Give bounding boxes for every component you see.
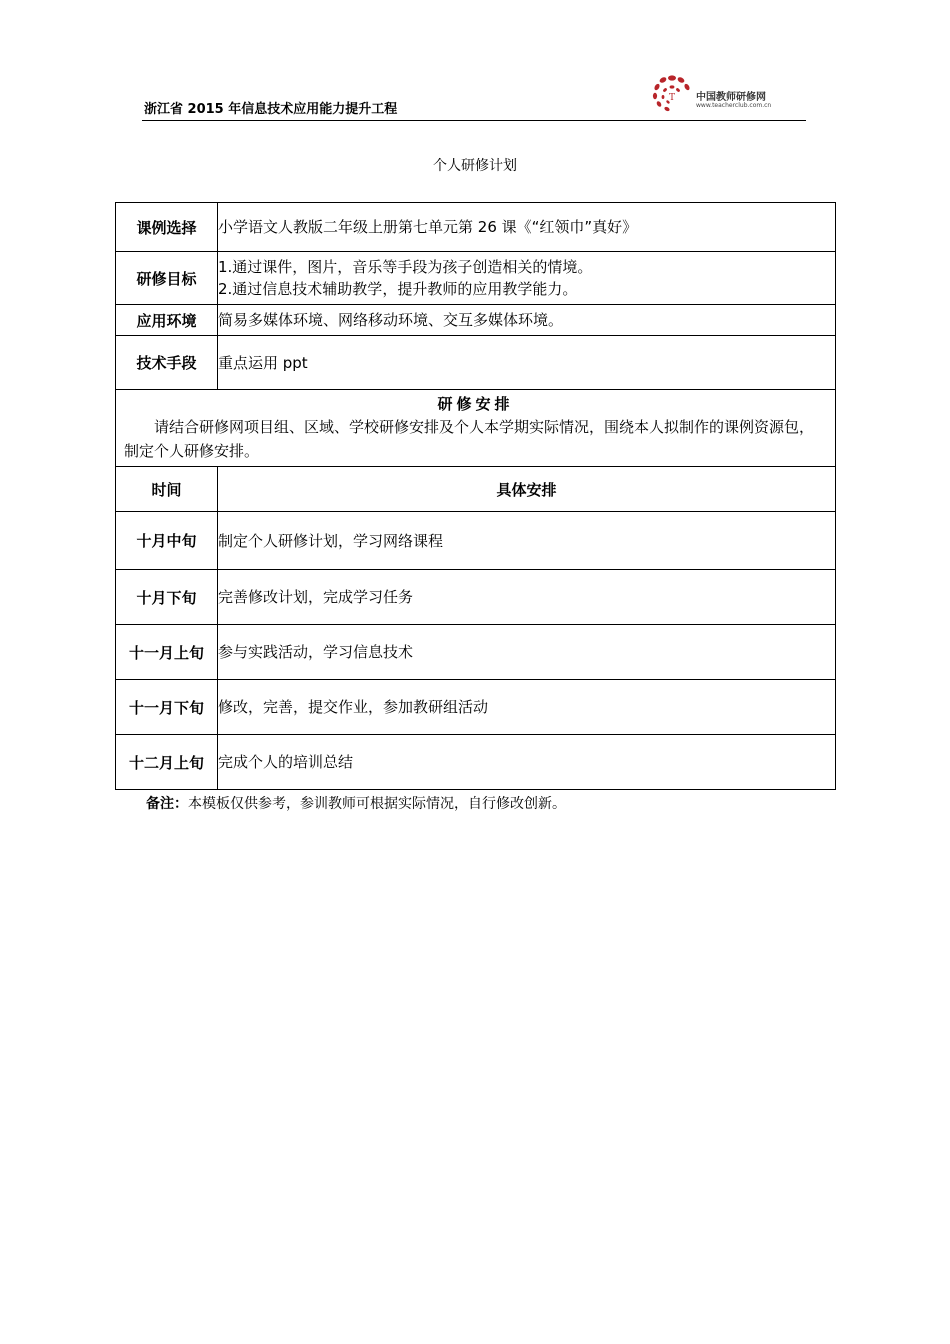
footnote [146, 793, 566, 813]
section-row [116, 390, 836, 467]
logo-name: 中国教师研修网 [696, 92, 766, 103]
svg-text:T: T [668, 93, 676, 103]
doc-title: 个人研修计划 [433, 158, 517, 174]
info-row-technique [116, 336, 836, 390]
schedule-time: 十二月上旬 [116, 735, 218, 790]
logo-swirl-icon [646, 70, 696, 114]
schedule-detail: 参与实践活动，学习信息技术 [218, 625, 836, 680]
row-value: 小学语文人教版二年级上册第七单元第 26 课《“红领巾”真好》 [218, 203, 836, 252]
logo-url: www.teacherclub.com.cn [696, 102, 772, 109]
schedule-row [116, 735, 836, 790]
schedule-time: 十月下旬 [116, 570, 218, 625]
schedule-detail: 制定个人研修计划，学习网络课程 [218, 512, 836, 570]
row-label: 课例选择 [116, 203, 218, 252]
header-title: 浙江省 2015 年信息技术应用能力提升工程 [144, 102, 398, 117]
schedule-row [116, 512, 836, 570]
row-value [218, 252, 836, 305]
info-row-environment [116, 305, 836, 336]
schedule-row [116, 625, 836, 680]
schedule-detail: 完善修改计划，完成学习任务 [218, 570, 836, 625]
row-label: 技术手段 [116, 336, 218, 390]
info-row-goals [116, 252, 836, 305]
schedule-time: 十月中旬 [116, 512, 218, 570]
note-label: 备注： [146, 796, 188, 812]
schedule-row [116, 570, 836, 625]
note-text: 本模板仅供参考，参训教师可根据实际情况，自行修改创新。 [188, 796, 566, 812]
section-title: 研修安排 [437, 395, 514, 413]
plan-table [115, 202, 836, 790]
schedule-detail: 修改，完善，提交作业，参加教研组活动 [218, 680, 836, 735]
goal-line: 1.通过课件，图片，音乐等手段为孩子创造相关的情境。 [218, 258, 593, 276]
info-row-course [116, 203, 836, 252]
schedule-header-row [116, 467, 836, 512]
section-cell [116, 390, 836, 467]
row-value: 简易多媒体环境、网络移动环境、交互多媒体环境。 [218, 305, 836, 336]
row-label: 研修目标 [116, 252, 218, 305]
section-description: 请结合研修网项目组、区域、学校研修安排及个人本学期实际情况，围绕本人拟制作的课例资源包，制定个人研修安排。 [124, 418, 815, 460]
page-header [142, 70, 806, 121]
detail-header: 具体安排 [218, 467, 836, 512]
logo [646, 70, 794, 114]
row-value: 重点运用 ppt [218, 336, 836, 390]
time-header: 时间 [116, 467, 218, 512]
schedule-row [116, 680, 836, 735]
goal-line: 2.通过信息技术辅助教学，提升教师的应用教学能力。 [218, 280, 578, 298]
row-label: 应用环境 [116, 305, 218, 336]
schedule-time: 十一月下旬 [116, 680, 218, 735]
schedule-time: 十一月上旬 [116, 625, 218, 680]
schedule-detail: 完成个人的培训总结 [218, 735, 836, 790]
